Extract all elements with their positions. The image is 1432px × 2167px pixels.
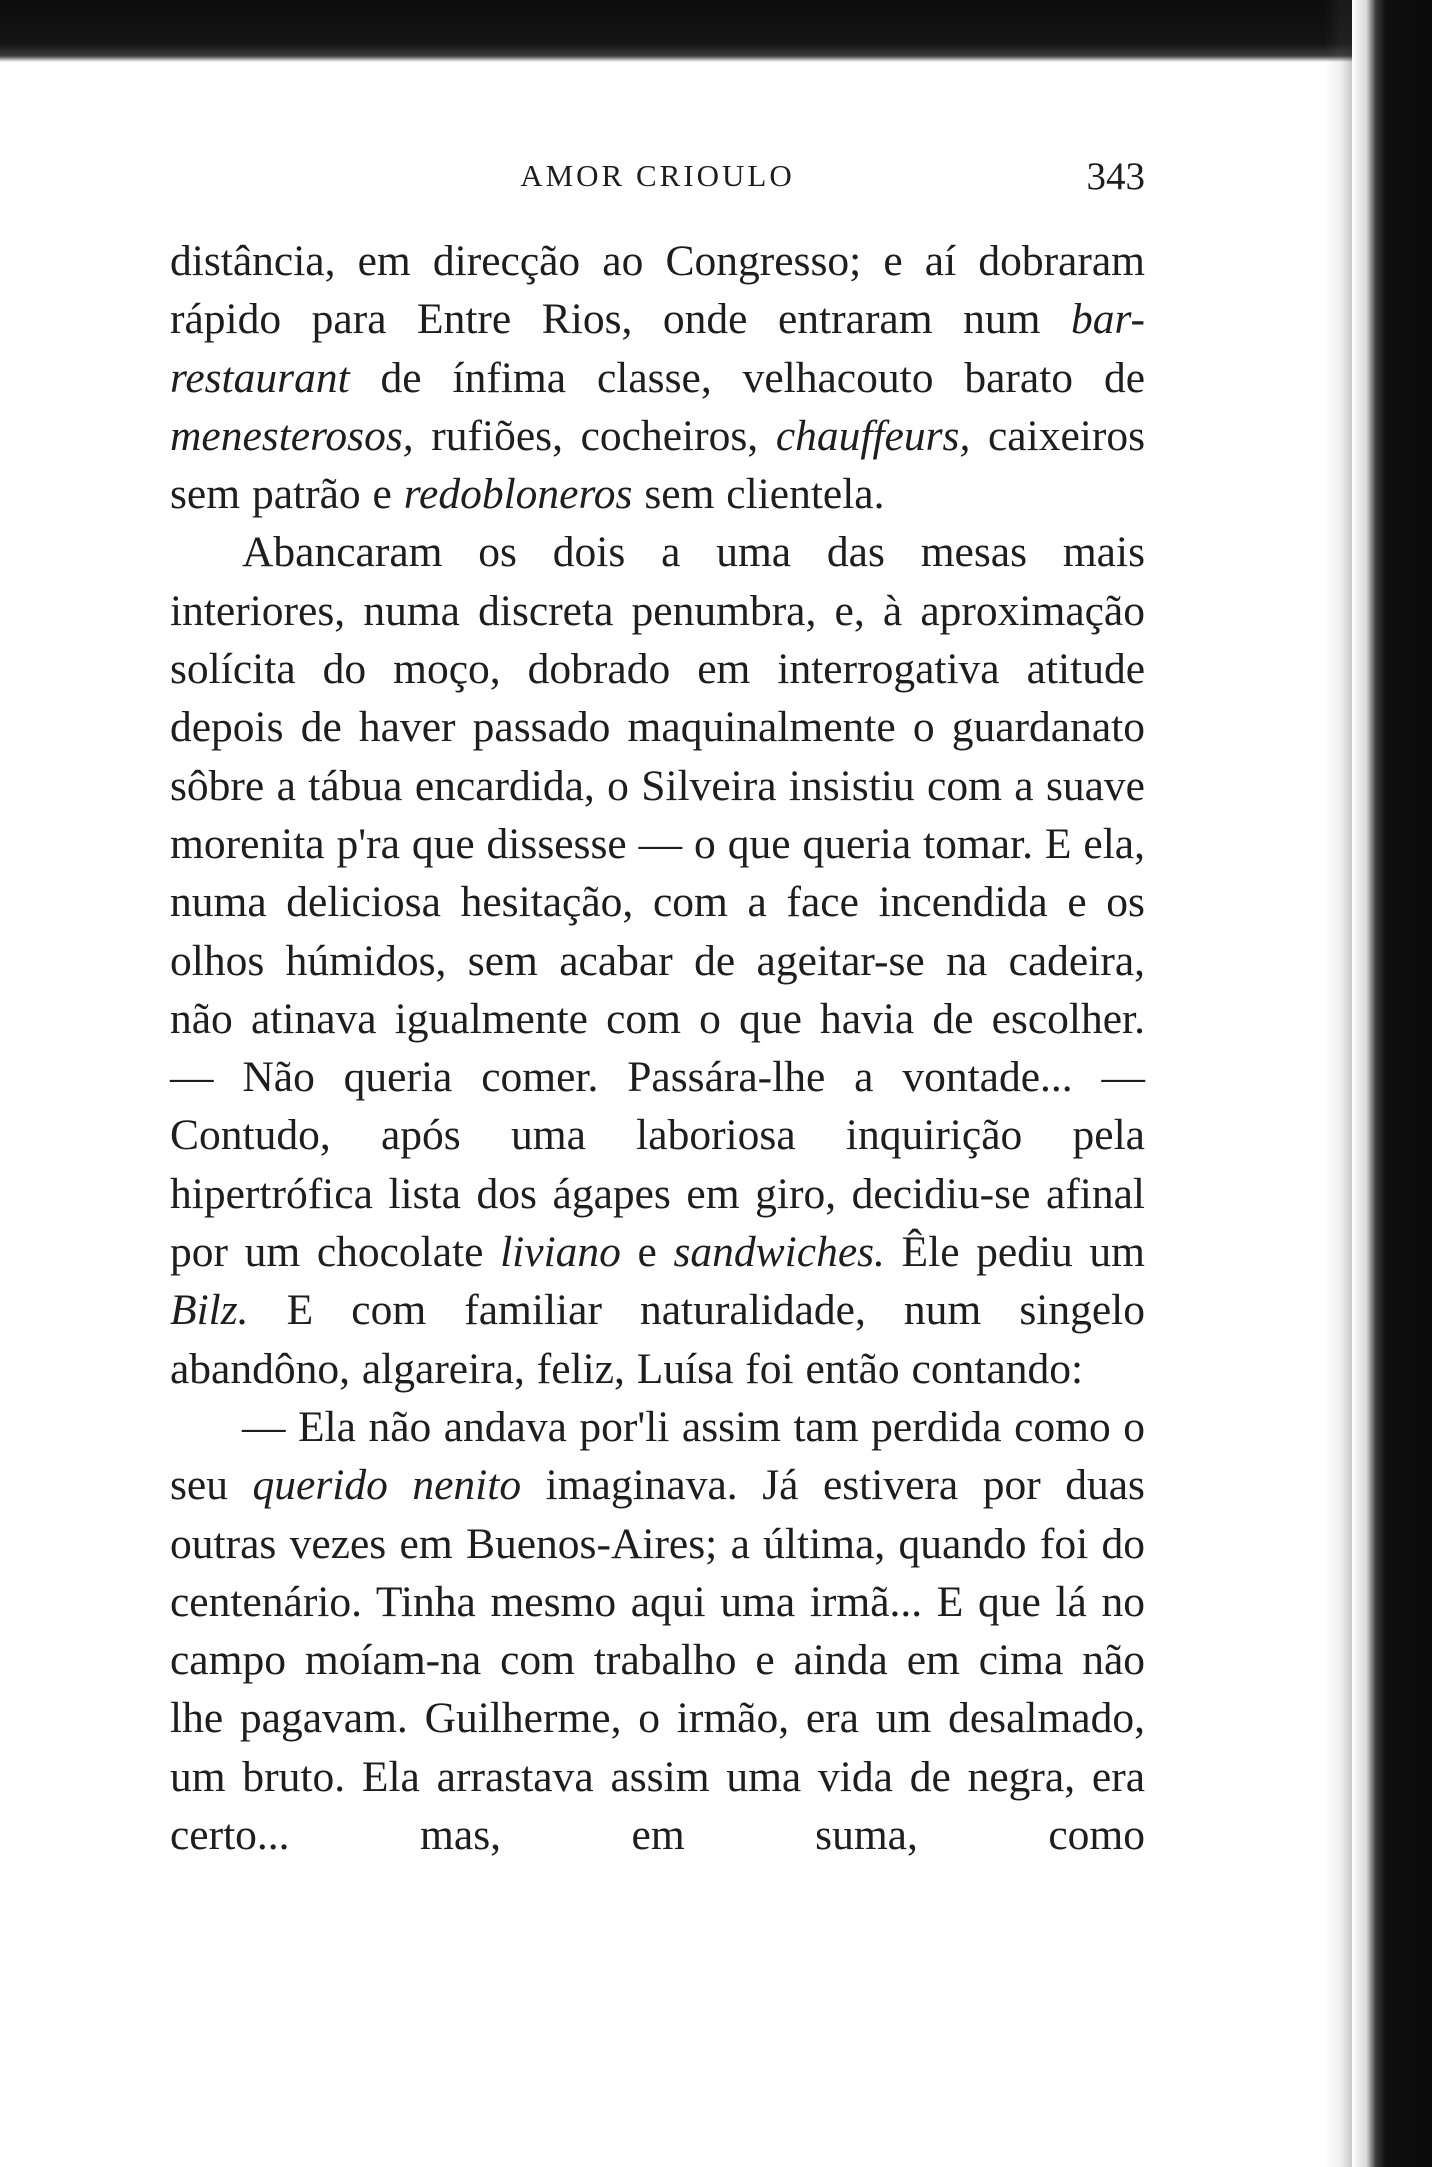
italic-term: liviano (500, 1228, 621, 1277)
italic-term: querido nenito (252, 1461, 522, 1510)
text-run: caixeiros sem patrão e (170, 411, 1145, 519)
italic-term: sandwiches. (673, 1228, 885, 1277)
text-run: E com familiar naturalidade, num singelo abandôno, algareira, feliz, Luísa foi então contando: (170, 1286, 1145, 1393)
text-run: rufiões, cocheiros, (413, 411, 776, 460)
running-head-title: AMOR CRIOULO (520, 158, 795, 193)
scan-right-edge (1352, 0, 1432, 2167)
text-run: imaginava. Já estivera por duas outras vezes em Buenos-Aires; a última, quando foi do centenário. Tinha mesmo aqui uma irmã... E que lá no campo moíam-na com trabalho e ainda em cima não lhe pagavam. Guilherme, o irmão, era um desalmado, um bruto. Ela arrastava assim uma vida de negra, era certo... mas, em suma, como (170, 1461, 1145, 1860)
text-run: Abancaram os dois a uma das mesas mais interiores, numa discreta penumbra, e, à aproximação solícita do moço, dobrado em interrogativa atitude depois de haver passado maquinalmente o guardanato sôbre a tábua encardida, o Silveira insistiu com a suave morenita p'ra que dissesse — o que queria tomar. E ela, numa deliciosa hesitação, com a face incendida e os olhos húmidos, sem acabar de ageitar-se na cadeira, não atinava igualmente com o que havia de escolher. — Não queria comer. Passára-lhe a vontade... — Contudo, após uma laboriosa inquirição pela hipertrófica lista dos ágapes em giro, decidiu-se afinal por um chocolate (170, 528, 1145, 1277)
paragraph-2 (170, 523, 1145, 1397)
text-run: e (620, 1228, 674, 1277)
scan-top-edge (0, 0, 1432, 62)
paragraph-1 (170, 232, 1145, 523)
page-body (170, 232, 1145, 1864)
paragraph-3 (170, 1398, 1145, 1864)
italic-term: redobloneros (403, 470, 633, 519)
text-run: sem clientela. (632, 470, 885, 519)
text-run: Êle pediu um (884, 1228, 1145, 1277)
italic-term: Bilz. (170, 1286, 249, 1335)
text-run: distância, em direcção ao Congresso; e aí dobraram rápido para Entre Rios, onde entraram num (170, 237, 1145, 344)
text-run: de ínfima classe, velhacouto barato de (349, 353, 1145, 402)
page-number: 343 (1086, 155, 1145, 198)
italic-term: bar-restaurant (170, 295, 1145, 402)
scan-right-shadow (1324, 0, 1352, 2167)
text-run: — Ela não andava por'li assim tam perdida como o seu (170, 1402, 1145, 1510)
running-head (170, 155, 1145, 206)
italic-term: menesterosos, (170, 411, 414, 460)
italic-term: chauffeurs, (775, 411, 971, 460)
